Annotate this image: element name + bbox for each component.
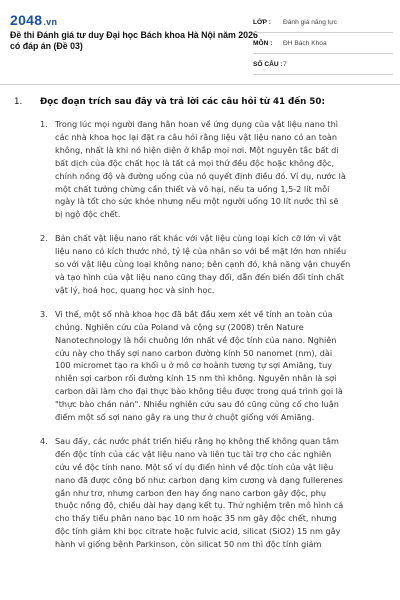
- paragraph-line: liệu nano có kích thước nhỏ, tỷ lệ của nhân so với bề mặt lớn hơn nhiều: [55, 246, 347, 257]
- page-header: [0, 0, 400, 84]
- paragraph-number: 3.: [40, 308, 48, 319]
- paragraph-line: Bản chất vật liệu nano rất khác với vật liệu cùng loại kích cỡ lớn vì vật: [55, 233, 341, 244]
- paragraph-line: Vì thế, một số nhà khoa học đã bắt đầu xem xét về tính an toàn của: [55, 308, 333, 319]
- paragraph-number: 4.: [40, 435, 48, 446]
- paragraph-line: độc tính giảm khi bọc citrate hoặc fulvic acid, silicat (SiO2) 15 nm gây: [55, 526, 341, 537]
- meta-key: SỐ CÂU :: [253, 60, 283, 68]
- question-content: [14, 90, 392, 562]
- passage: [40, 118, 392, 551]
- passage-paragraph: [40, 308, 392, 424]
- logo-suffix: .vn: [43, 17, 58, 27]
- passage-paragraph: [40, 435, 392, 551]
- paragraph-line: cứu này cho thấy sợi nano carbon đường kính 50 nanomet (nm), dài: [55, 347, 333, 358]
- paragraph-line: và tạo hình của vật liệu nano cũng thay đổi, dẫn đến biến đổi tính chất: [55, 271, 344, 282]
- document-title-line: Đề thi Đánh giá tư duy Đại học Bách khoa Hà Nội năm 2026: [10, 30, 258, 40]
- paragraph-line: "thực bào chán nản". Nhiều nghiên cứu sau đó cũng củng cố cho luận: [55, 399, 339, 410]
- meta-key: MÔN :: [253, 39, 273, 47]
- paragraph-line: không, nhất là khi nó hiện diện ở khắp mọi nơi. Một nguyên tắc bất di: [55, 144, 339, 155]
- paragraph-text: [55, 435, 392, 551]
- paragraph-line: thuộc nồng độ, chiều dài hay dạng kết tụ. Thử nghiệm trên mô hình cá: [55, 500, 344, 511]
- meta-row-subject: [253, 33, 393, 54]
- paragraph-line: cứu về độc tính nano. Một số ví dụ điển hình về độc tính của vật liệu: [55, 461, 334, 472]
- paragraph-line: cho thấy tiểu phân nano bạc 10 nm hoặc 35 nm gây độc chết, nhưng: [55, 513, 337, 524]
- paragraph-line: các nhà khoa học lại đặt ra câu hỏi rằng liệu vật liệu nano có an toàn: [55, 131, 338, 142]
- paragraph-line: gần như trơ, nhưng carbon đen hay ống nano carbon gây độc, phụ: [55, 487, 327, 498]
- paragraph-line: hành vi giống bệnh Parkinson, còn silicat 50 nm thì độc tính giảm: [55, 539, 322, 550]
- paragraph-text: [55, 308, 392, 424]
- meta-value: ĐH Bách Khoa: [283, 39, 327, 47]
- exam-meta-table: [253, 12, 393, 75]
- question-prompt: Đọc đoạn trích sau đây và trả lời các câu hỏi từ 41 đến 50:: [40, 97, 325, 107]
- meta-row-question-count: [253, 54, 393, 75]
- meta-value: 7: [283, 60, 287, 68]
- question-number: 1.: [14, 97, 23, 107]
- passage-paragraph: [40, 118, 392, 221]
- paragraph-line: ngày là tốt cho sức khỏe nhưng nếu một người uống 10 lít nước thì sẽ: [55, 196, 339, 207]
- paragraph-line: so với vật liệu cùng loại không nano; bên cạnh đó, khả năng vận chuyển: [55, 259, 351, 270]
- paragraph-line: Nanotechnology là hồi chuông lớn nhất về độc tính của nano. Nghiên: [55, 334, 337, 345]
- paragraph-line: một chất tưởng chừng cần thiết và vô hại, nếu ta uống 1,5-2 lít mỗi: [55, 183, 330, 194]
- document-title-line: có đáp án (Đề 03): [10, 40, 83, 51]
- paragraph-number: 1.: [40, 119, 48, 129]
- meta-row-class: [253, 12, 393, 33]
- paragraph-line: carbon dài làm cho đại thực bào không tiêu được trong quá trình gọi là: [55, 386, 343, 397]
- paragraph-line: đến độc tính của các vật liệu nano và liên tục tài trợ cho các nghiên: [55, 448, 332, 459]
- paragraph-line: Sau đấy, các nước phát triển hiểu rằng họ không thể không quan tâm: [55, 435, 339, 446]
- paragraph-text: [55, 118, 392, 221]
- paragraph-line: nano đã được công bố như: carbon dạng kim cương và dạng fullerenes: [55, 474, 343, 485]
- question-heading: [14, 96, 392, 108]
- header-divider: [0, 84, 400, 85]
- paragraph-line: nhiên sợi carbon rối đường kính 15 nm thì không. Nguyên nhân là sợi: [55, 373, 337, 384]
- document-title: [10, 30, 258, 51]
- site-logo[interactable]: [10, 12, 57, 28]
- paragraph-line: 100 micromet tạo ra khối u ở mô cơ hoành tương tự sợi Amiăng, tuy: [55, 360, 333, 371]
- paragraph-number: 2.: [40, 233, 48, 244]
- paragraph-line: bất dịch của độc chất học là tất cả mọi thứ đều độc hoặc không độc,: [55, 157, 335, 168]
- paragraph-line: vật lý, hoá học, quang học và sinh học.: [55, 284, 215, 295]
- paragraph-line: chúng. Nghiên cứu của Poland và cộng sự (2008) trên Nature: [55, 321, 304, 332]
- paragraph-text: [55, 232, 392, 297]
- meta-key: LỚP :: [253, 18, 271, 26]
- passage-paragraph: [40, 232, 392, 297]
- paragraph-line: Trong lúc mọi người đang hân hoan về ứng dụng của vật liệu nano thì: [55, 119, 338, 129]
- logo-text: 2048: [10, 12, 43, 28]
- paragraph-line: chính nồng độ và đường uống của nó quyết định điều đó. Ví dụ, nước là: [55, 170, 346, 181]
- paragraph-line: bị ngộ độc chết.: [55, 209, 121, 220]
- paragraph-line: điểm một số sợi nano gây ra ung thư ở chuột giống với Amiăng.: [55, 412, 315, 423]
- meta-value: Đánh giá năng lực: [283, 18, 337, 26]
